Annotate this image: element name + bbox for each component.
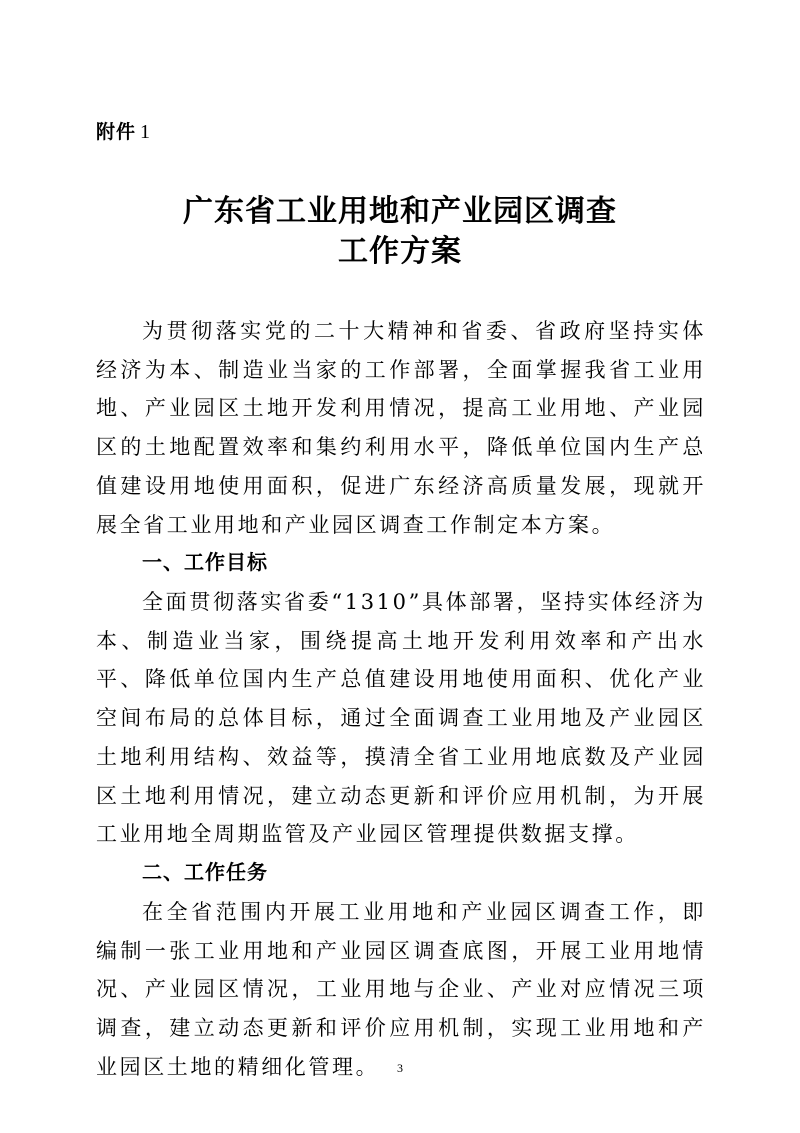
attachment-text: 附件 xyxy=(96,121,137,143)
intro-text: 为贯彻落实党的二十大精神和省委、省政府坚持实体经济为本、制造业当家的工作部署，全面掌握我省工业用地、产业园区土地开发利用情况，提高工业用地、产业园区的土地配置效率和集约利用水平，降低单位国内生产总值建设用地使用面积，促进广东经济高质量发展，现就开展全省工业用地和产业园区调查工作制定本方案。 xyxy=(96,319,706,537)
tasks-text: 在全省范围内开展工业用地和产业园区调查工作，即编制一张工业用地和产业园区调查底图，开展工业用地情况、产业园区情况，工业用地与企业、产业对应情况三项调查，建立动态更新和评价应用机制，实现工业用地和产业园区土地的精细化管理。 xyxy=(96,900,706,1079)
tasks-paragraph xyxy=(96,893,706,1087)
section-heading-tasks: 二、工作任务 xyxy=(142,860,268,884)
page-number: 3 xyxy=(397,1061,403,1075)
document-title-line-1: 广东省工业用地和产业园区调查 xyxy=(183,194,617,229)
goals-paragraph xyxy=(96,583,706,854)
section-heading-goals: 一、工作目标 xyxy=(142,550,268,574)
document-title-line-2: 工作方案 xyxy=(338,234,462,269)
attachment-number: 1 xyxy=(140,121,152,143)
goals-text: 全面贯彻落实省委“1310”具体部署，坚持实体经济为本、制造业当家，围绕提高土地开发利用效率和产出水平、降低单位国内生产总值建设用地使用面积、优化产业空间布局的总体目标，通过全面调查工业用地及产业园区土地利用结构、效益等，摸清全省工业用地底数及产业园区土地利用情况，建立动态更新和评价应用机制，为开展工业用地全周期监管及产业园区管理提供数据支撑。 xyxy=(96,590,706,847)
attachment-label xyxy=(96,117,151,144)
intro-paragraph xyxy=(96,312,706,544)
